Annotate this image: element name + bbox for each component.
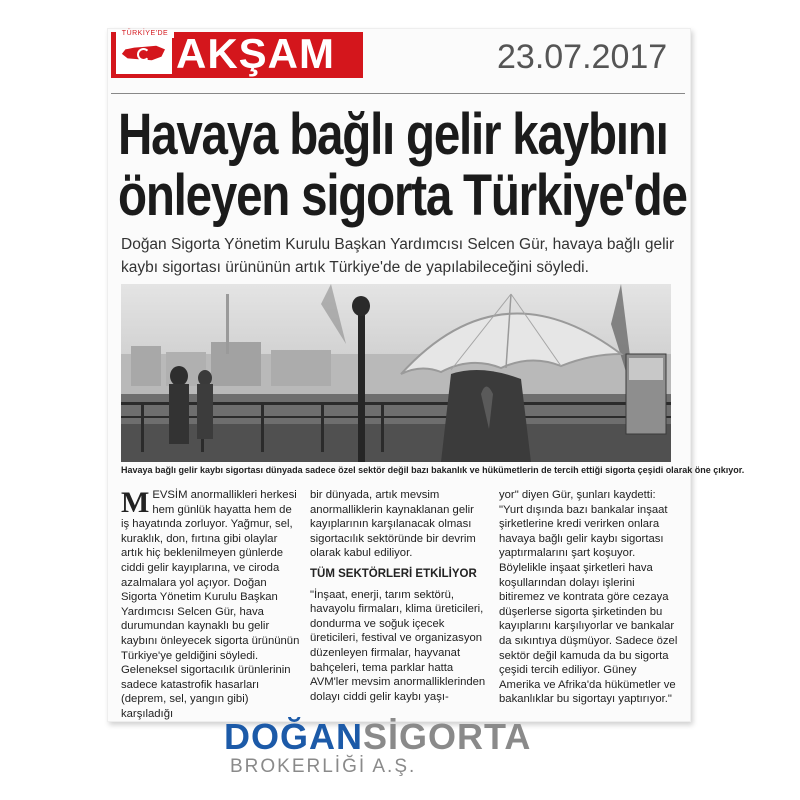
- headline: [118, 102, 687, 228]
- article-photo: [121, 284, 671, 462]
- column-1-text: EVSİM anormallikleri herkesi hem günlük hayatta hem de iş hayatında zorluyor. Yağmur, sel, kuraklık, don, fırtına gibi olaylar artık hiç beklenilmeyen günlerde ciddi gelir kayıplarına, ve ciroda azalmalara yol açıyor. Doğan Sigorta Yönetim Kurulu Başkan Yardımcısı Selcen Gür, hava durumundan kaynaklı bu gelir kaybını önleyecek sigorta ürününün Türkiye'ye geldiğini söyledi. Geleneksel sigortacılık ürünlerinin sadece katastrofik hasarları (deprem, sel, yangın gibi) karşıladığı: [121, 489, 300, 720]
- logo-part-dogan: DOĞAN: [224, 716, 363, 757]
- logo-part-sigorta: SİGORTA: [363, 716, 532, 757]
- rain-umbrella-photo: [121, 284, 671, 462]
- headline-line-2: önleyen sigorta Türkiye'de: [118, 163, 687, 228]
- drop-cap: M: [121, 486, 150, 519]
- footer-logo: [224, 716, 531, 758]
- masthead-kicker: TÜRKİYE'DE: [116, 30, 174, 38]
- column-2-text: bir dünyada, artık mevsim anormalliklerin kaynaklanan gelir kayıplarının karşılanacak olması sigortacılık sektöründe bir devrim olarak kabul ediliyor.: [310, 489, 476, 560]
- column-3-text: yor" diyen Gür, şunları kaydetti: "Yurt dışında bazı bankalar inşaat şirketlerine kredi verirken onlara havaya bağlı gelir kaybı sigortası yaptırmalarını şart koşuyor. Böylelikle inşaat şirketleri hava koşullarından dolayı işlerini bitiremez ve kontrata göre cezaya düşerlerse sigorta şirketinden bu kayıplarını karşılıyorlar ve bankalar da sıkıntıya düşmüyor. Sadece özel sektör değil kamuda da bu sigorta çeşidi tercih ediliyor. Güney Amerika ve Afrika'da hükümetler ve bakanlıklar bu sigortayı yaptırıyor.": [499, 489, 678, 706]
- article-column-3: [499, 488, 679, 707]
- footer-logo-subtitle: BROKERLİĞİ A.Ş.: [230, 756, 417, 777]
- article-deck: Doğan Sigorta Yönetim Kurulu Başkan Yardımcısı Selcen Gür, havaya bağlı gelir kaybı sigortası ürününün artık Türkiye'de de yapılabileceğini söyledi.: [121, 236, 675, 276]
- section-subhead: TÜM SEKTÖRLERİ ETKİLİYOR: [310, 567, 477, 580]
- masthead-brand: AKŞAM: [176, 30, 335, 77]
- headline-line-1: Havaya bağlı gelir kaybını: [118, 102, 668, 167]
- photo-caption: Havaya bağlı gelir kaybı sigortası dünyada sadece özel sektör değil bazı bakanlık ve hükümetlerin de tercih ettiği sigorta çeşidi olarak öne çıkıyor.: [121, 465, 745, 475]
- article-column-1: [121, 488, 301, 722]
- publication-date: 23.07.2017: [497, 38, 668, 76]
- crescent-icon: [137, 48, 150, 61]
- column-2-text-continued: "İnşaat, enerji, tarım sektörü, havayolu firmaları, klima üreticileri, dondurma ve soğuk içecek üreticileri, festival ve organizasyon düzenleyen firmalar, hayvanat bahçeleri, tema parklar hatta AVM'ler mevsim anormalliklerinden dolayı ciddi gelir kaybı yaşı-: [310, 588, 486, 703]
- article-column-2: [310, 488, 490, 704]
- divider: [111, 93, 685, 94]
